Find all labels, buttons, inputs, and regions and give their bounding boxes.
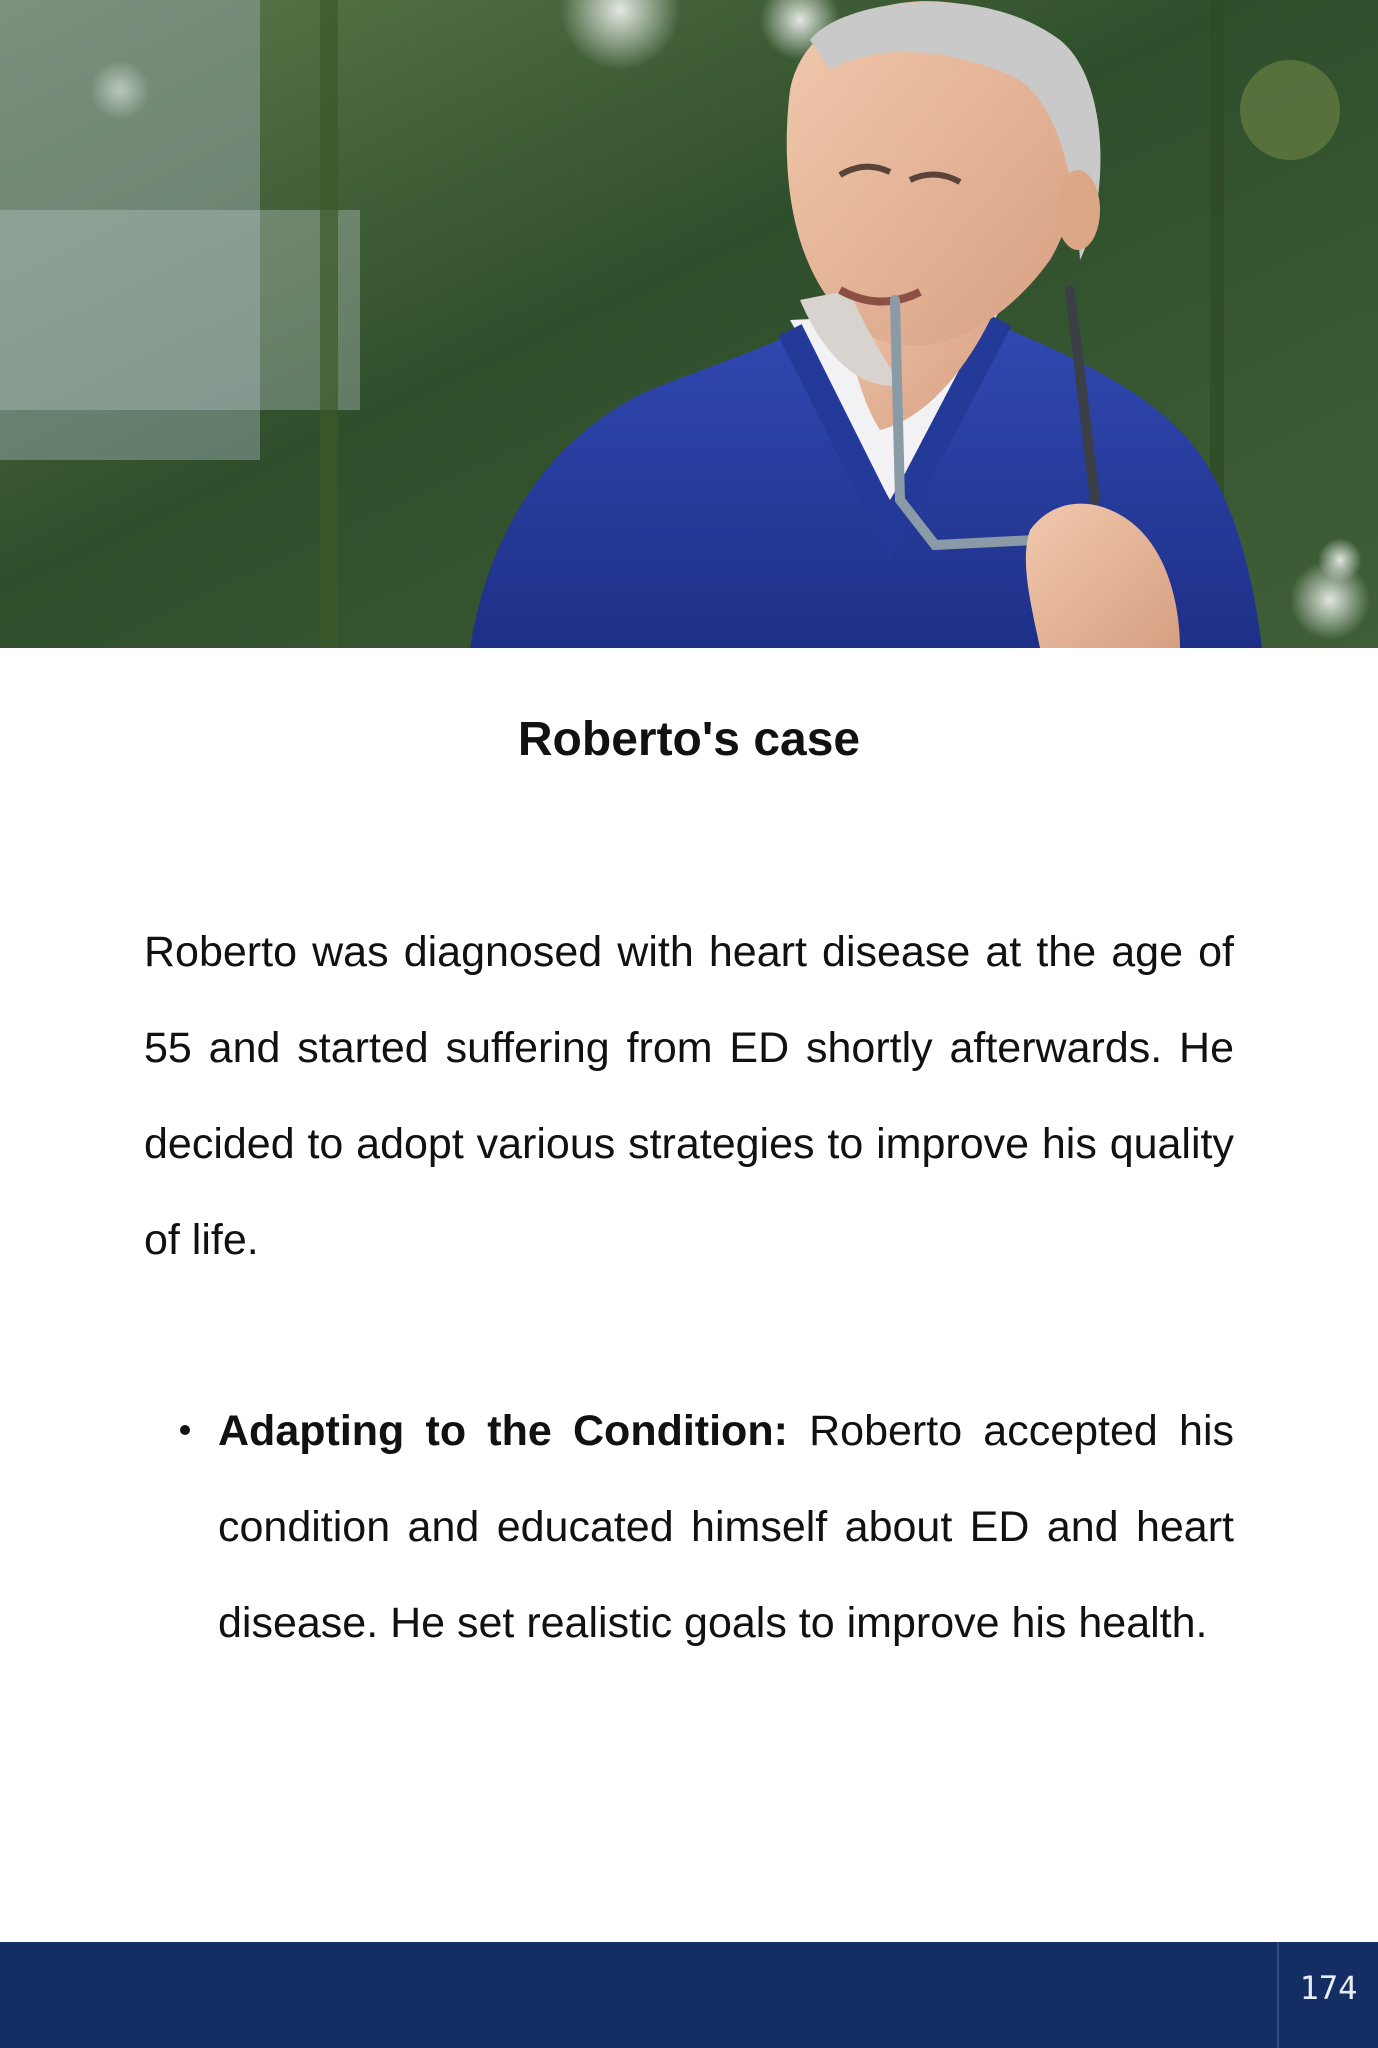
list-item (144, 1383, 1234, 1671)
page-number: 174 (1299, 1969, 1358, 2007)
header-photo (0, 0, 1378, 648)
page-title: Roberto's case (517, 713, 861, 766)
bullet-icon (180, 1425, 190, 1435)
footer-bar (0, 1942, 1378, 2048)
man-portrait-image (0, 0, 1378, 648)
bullet-text: Roberto accepted his condition and educated himself about ED and heart disease. He set realistic goals to improve his health. (218, 1407, 1235, 1647)
intro-paragraph: Roberto was diagnosed with heart disease at the age of 55 and started suffering from ED shortly afterwards. He decided to adopt various strategies to improve his quality of life. (144, 928, 1234, 1264)
strategy-list (144, 1383, 1234, 1671)
bullet-term: Adapting to the Condition: (218, 1407, 788, 1455)
